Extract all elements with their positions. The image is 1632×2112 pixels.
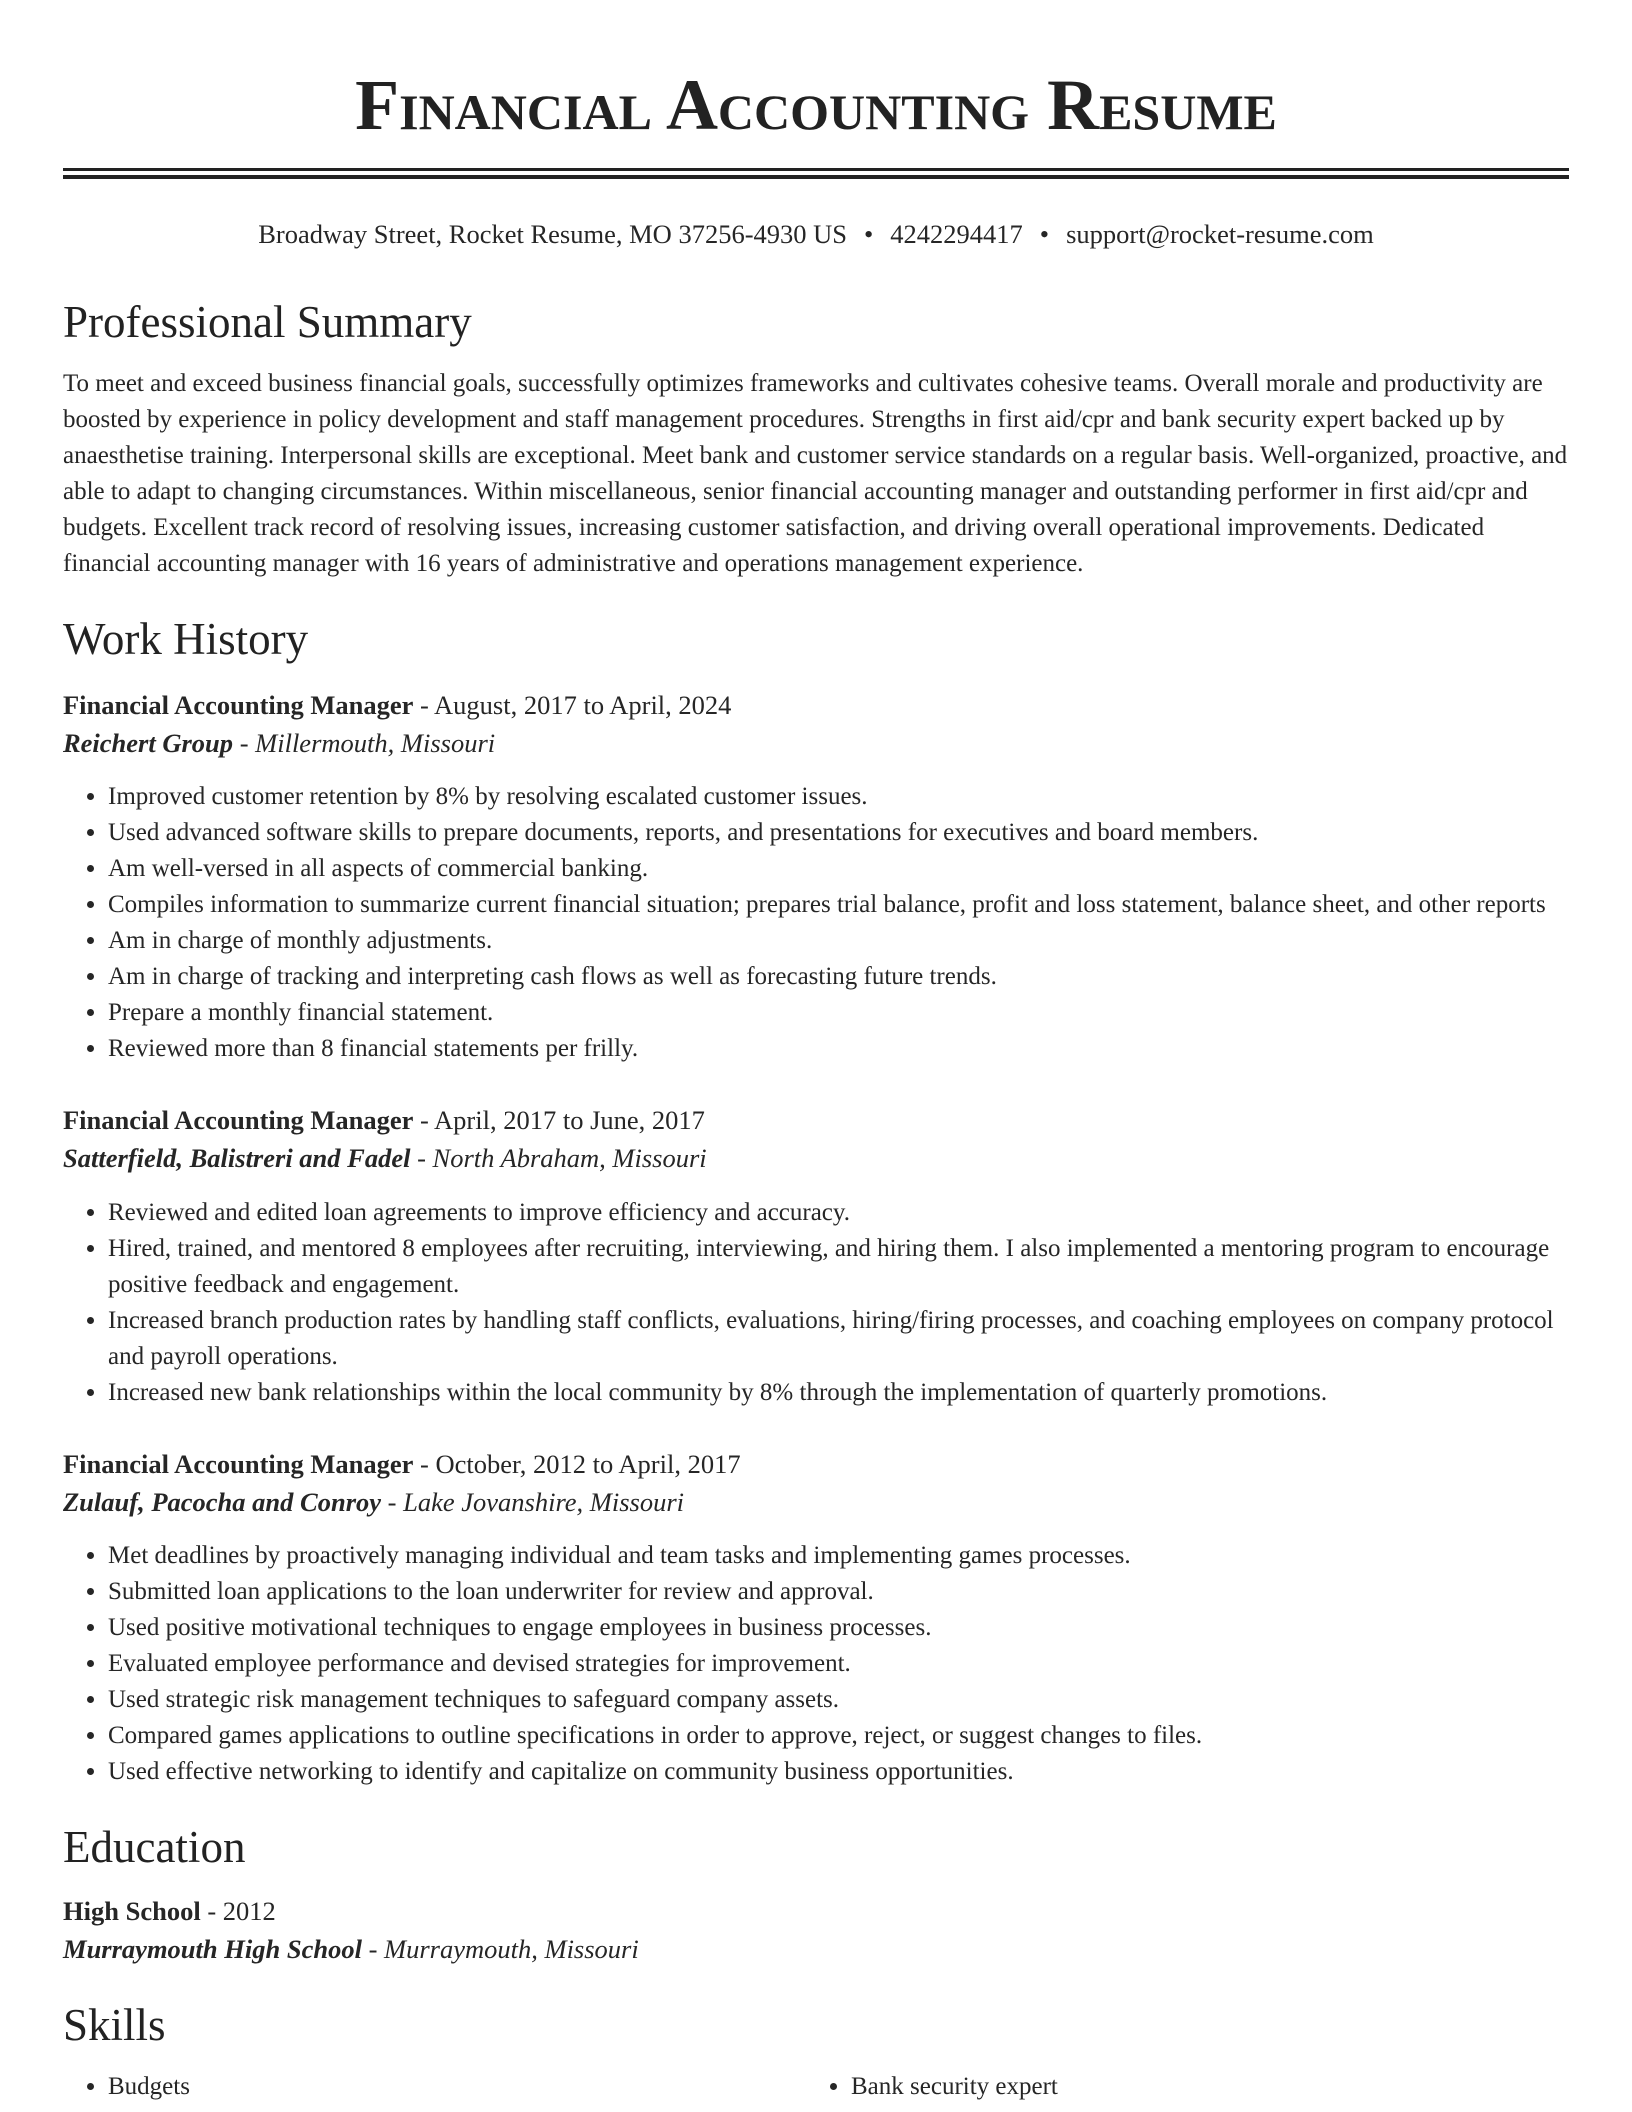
work-history-heading: Work History: [63, 614, 309, 664]
degree-separator: -: [207, 1896, 217, 1926]
company-separator: -: [417, 1143, 426, 1173]
skill-item: • Bank security expert: [851, 2069, 1576, 2105]
job-title: Financial Accounting Manager: [63, 689, 414, 720]
job-location: Lake Jovanshire, Missouri: [403, 1486, 685, 1517]
degree: High School: [63, 1896, 201, 1926]
job-title-line: [63, 1445, 1576, 1483]
skills-list: [63, 2069, 1576, 2105]
company-separator: -: [387, 1486, 397, 1517]
job-bullets: [63, 1195, 1576, 1411]
skills-section: [63, 1999, 1576, 2105]
contact-separator: •: [1039, 219, 1050, 249]
job-title: Financial Accounting Manager: [63, 1105, 414, 1135]
school-separator: -: [368, 1934, 378, 1964]
title-divider: [63, 168, 1569, 179]
skills-heading: Skills: [63, 2000, 166, 2050]
job-bullet: • Improved customer retention by 8% by resolving escalated customer issues.: [108, 779, 1576, 815]
job-bullet: • Met deadlines by proactively managing individual and team tasks and implementing games processes.: [108, 1538, 1576, 1574]
contact-phone: 4242294417: [890, 219, 1023, 249]
contact-separator: •: [864, 219, 874, 249]
resume-title: Financial Accounting Resume: [355, 65, 1277, 145]
education-entry: [63, 1892, 1576, 1968]
degree-line: [63, 1892, 1576, 1930]
summary-heading: Professional Summary: [63, 297, 472, 347]
job-location: Millermouth, Missouri: [255, 727, 496, 758]
job-dates: October, 2012 to April, 2017: [435, 1448, 741, 1479]
company-line: [63, 1483, 1576, 1521]
education-heading: Education: [63, 1822, 246, 1872]
job-dates: August, 2017 to April, 2024: [434, 689, 732, 720]
job-separator: -: [420, 1448, 429, 1479]
company-name: Satterfield, Balistreri and Fadel: [63, 1143, 411, 1173]
company-line: [63, 1139, 1576, 1177]
job-title-line: [63, 1101, 1576, 1139]
job-separator: -: [420, 1105, 429, 1135]
job-bullet: • Submitted loan applications to the loan underwriter for review and approval.: [108, 1574, 1576, 1610]
job-dates: April, 2017 to June, 2017: [434, 1105, 705, 1135]
job-bullet: • Used strategic risk management techniques to safeguard company assets.: [108, 1682, 1576, 1718]
job-bullet: • Am well-versed in all aspects of commercial banking.: [108, 851, 1576, 887]
contact-address: Broadway Street, Rocket Resume, MO 37256-4930 US: [258, 219, 848, 249]
job-bullet: • Am in charge of tracking and interpreting cash flows as well as forecasting future trends.: [108, 959, 1576, 995]
job-bullets: [63, 779, 1576, 1067]
job-separator: -: [420, 689, 429, 720]
job-bullet: • Compiles information to summarize current financial situation; prepares trial balance, profit and loss statement, balance sheet, and other reports: [108, 887, 1576, 923]
school-location: Murraymouth, Missouri: [384, 1934, 639, 1964]
summary-section: [63, 296, 1576, 582]
job-bullet: • Am in charge of monthly adjustments.: [108, 923, 1576, 959]
job-bullet: • Prepare a monthly financial statement.: [108, 995, 1576, 1031]
job-bullet: • Compared games applications to outline specifications in order to approve, reject, or suggest changes to files.: [108, 1718, 1576, 1754]
graduation-year: 2012: [222, 1896, 276, 1926]
company-line: [63, 724, 1576, 762]
job-location: North Abraham, Missouri: [432, 1143, 707, 1173]
contact-info: [63, 216, 1569, 252]
job-bullet: • Hired, trained, and mentored 8 employees after recruiting, interviewing, and hiring them. I also implemented a mentoring program to encourage positive feedback and engagement.: [108, 1231, 1576, 1303]
job-bullet: • Reviewed and edited loan agreements to improve efficiency and accuracy.: [108, 1195, 1576, 1231]
job-bullet: • Used advanced software skills to prepare documents, reports, and presentations for executives and board members.: [108, 815, 1576, 851]
job-title: Financial Accounting Manager: [63, 1448, 414, 1479]
job-bullet: • Used positive motivational techniques to engage employees in business processes.: [108, 1610, 1576, 1646]
job-bullet: • Increased branch production rates by handling staff conflicts, evaluations, hiring/firing processes, and coaching employees on company protocol and payroll operations.: [108, 1303, 1576, 1375]
company-name: Reichert Group: [63, 727, 234, 758]
job-bullet: • Used effective networking to identify and capitalize on community business opportunities.: [108, 1754, 1576, 1790]
work-history-section: [63, 613, 1576, 1790]
summary-text: To meet and exceed business financial goals, successfully optimizes frameworks and cultivates cohesive teams. Overall morale and productivity are boosted by experience in policy development and staff management procedures. Strengths in first aid/cpr and bank security expert backed up by anaesthetise training. Interpersonal skills are exceptional. Meet bank and customer service standards on a regular basis. Well-organized, proactive, and able to adapt to changing circumstances. Within miscellaneous, senior financial accounting manager and outstanding performer in first aid/cpr and budgets. Excellent track record of resolving issues, increasing customer satisfaction, and driving overall operational improvements. Dedicated financial accounting manager with 16 years of administrative and operations management experience.: [63, 370, 1568, 577]
job-title-line: [63, 686, 1576, 724]
school-line: [63, 1930, 1576, 1968]
job-bullets: [63, 1538, 1576, 1790]
job-entry: [63, 1445, 1576, 1791]
job-bullet: • Increased new bank relationships within the local community by 8% through the implementation of quarterly promotions.: [108, 1375, 1576, 1411]
job-bullet: • Reviewed more than 8 financial statements per frilly.: [108, 1031, 1576, 1067]
school-name: Murraymouth High School: [63, 1934, 362, 1964]
company-separator: -: [239, 727, 249, 758]
job-entry: [63, 686, 1576, 1068]
education-section: [63, 1821, 1576, 1968]
skill-item: • Budgets: [108, 2069, 851, 2105]
contact-email: support@rocket-resume.com: [1066, 219, 1374, 249]
job-entry: [63, 1101, 1576, 1411]
job-bullet: • Evaluated employee performance and devised strategies for improvement.: [108, 1646, 1576, 1682]
company-name: Zulauf, Pacocha and Conroy: [63, 1486, 382, 1517]
